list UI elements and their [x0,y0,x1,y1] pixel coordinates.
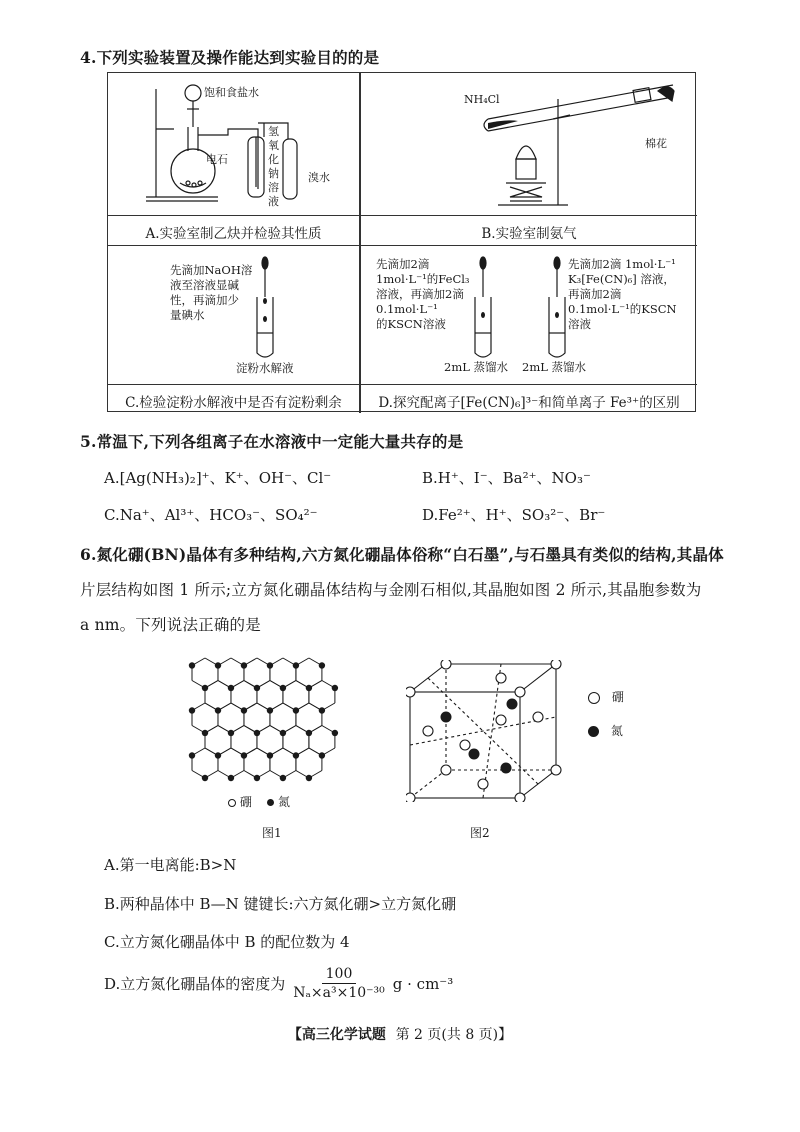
nitrogen-atom [319,752,325,758]
fig1-caption: 图1 [262,826,282,840]
d-left-tube-diagram [468,253,498,363]
d-right-instructions: 先滴加2滴 1mol·L⁻¹ K₃[Fe(CN)₆] 溶液， 再滴加2滴 0.1mol·L⁻¹的KSCN 溶液 [568,257,677,331]
nitrogen-atom [280,685,286,691]
boron-legend-icon [228,799,236,807]
d-left-instructions: 先滴加2滴 1mol·L⁻¹的FeCl₃ 溶液，再滴加2滴 0.1mol·L⁻¹ 的KSCN溶液 [376,257,470,331]
q5-option-a: A.[Ag(NH₃)₂]⁺、K⁺、OH⁻、Cl⁻ [104,469,332,487]
experiment-table [107,72,696,412]
c-dropper-tube-diagram [250,253,280,363]
table-divider-row3 [108,384,697,385]
label-bromine-water: 溴水 [308,171,330,184]
q6-option-b: B.两种晶体中 B—N 键键长:六方氮化硼>立方氮化硼 [104,895,457,913]
nitrogen-atom [228,685,234,691]
nitrogen-atom [319,662,325,668]
q5-title: 5.常温下,下列各组离子在水溶液中一定能大量共存的是 [80,432,464,451]
nitrogen-atom [254,685,260,691]
nitrogen-legend-icon [267,799,274,806]
label-naoh-solution: 氢 氧 化 钠 溶 液 [268,125,279,208]
nitrogen-atom [254,775,260,781]
boron-legend-icon [588,692,600,704]
nitrogen-atom [267,752,273,758]
q6-option-a: A.第一电离能:B>N [104,856,237,874]
c-instructions: 先滴加NaOH溶 液至溶液显碱 性，再滴加少 量碘水 [170,263,253,322]
nitrogen-atom [267,707,273,713]
caption-a: A.实验室制乙炔并检验其性质 [145,226,322,242]
nitrogen-atom [189,752,195,758]
table-divider-row1 [108,215,697,216]
nitrogen-atom [293,707,299,713]
nitrogen-atom [228,730,234,736]
q6-line-3: a nm。下列说法正确的是 [80,616,261,634]
nitrogen-atom [267,662,273,668]
fig2-legend-nitrogen: 氮 [588,722,623,739]
label-saturated-brine: 饱和食盐水 [204,86,259,99]
page-footer: 【高三化学试题 第 2 页(共 8 页)】 [287,1027,513,1043]
fig2-caption: 图2 [470,826,490,840]
density-fraction: $\frac{100}{\text{Nₐ×a³×10⁻³⁰}}$ [293,966,385,1001]
fig2-legend-boron: 硼 [588,688,624,705]
fig1-legend: 硼 氮 [228,793,290,810]
q6-option-c: C.立方氮化硼晶体中 B 的配位数为 4 [104,933,350,951]
nitrogen-atom [280,775,286,781]
q4-title: 4.下列实验装置及操作能达到实验目的的是 [80,48,380,67]
q6-line-2: 片层结构如图 1 所示;立方氮化硼晶体结构与金刚石相似,其晶胞如图 2 所示,其晶胞参数为 [80,581,702,599]
q5-option-b: B.H⁺、I⁻、Ba²⁺、NO₃⁻ [422,469,591,487]
nitrogen-atom [280,730,286,736]
caption-c: C.检验淀粉水解液中是否有淀粉剩余 [125,395,342,411]
label-left-distilled-water: 2mL 蒸馏水 [444,360,509,374]
nitrogen-atom [202,730,208,736]
nitrogen-atom [319,707,325,713]
q6-line-1: 6.氮化硼(BN)晶体有多种结构,六方氮化硼晶体俗称“白石墨”,与石墨具有类似的结构,其晶体 [80,545,724,564]
label-cotton: 棉花 [645,137,667,150]
nitrogen-atom [202,775,208,781]
q6-option-d: D.立方氮化硼晶体的密度为 $\frac{100}{\text{Nₐ×a³×10⁻³⁰}}$ g · cm⁻³ [104,966,454,1001]
nitrogen-atom [202,685,208,691]
q5-option-c: C.Na⁺、Al³⁺、HCO₃⁻、SO₄²⁻ [104,506,318,524]
caption-d: D.探究配离子[Fe(CN)₆]³⁻和简单离子 Fe³⁺的区别 [378,395,680,411]
nitrogen-atom [293,662,299,668]
table-divider-row2 [108,245,697,246]
nitrogen-atom [332,685,338,691]
nitrogen-atom [228,775,234,781]
nitrogen-atom [215,662,221,668]
nitrogen-legend-icon [588,726,599,737]
nitrogen-atom [306,730,312,736]
label-nh4cl: NH₄Cl [464,93,500,106]
nitrogen-atom [215,707,221,713]
nitrogen-atom [306,685,312,691]
nitrogen-atom [332,730,338,736]
table-divider-vertical [359,73,361,413]
nitrogen-atom [254,730,260,736]
figure-2-cubic-bn-unit-cell-diagram [406,660,576,802]
nitrogen-atom [189,707,195,713]
nitrogen-atom [215,752,221,758]
nitrogen-atom [241,752,247,758]
label-starch-hydrolysate: 淀粉水解液 [236,361,294,375]
label-calcium-carbide: 电石 [206,153,228,166]
d-right-tube-diagram [542,253,572,363]
nitrogen-atom [241,707,247,713]
nitrogen-atom [241,662,247,668]
label-right-distilled-water: 2mL 蒸馏水 [522,360,587,374]
caption-b: B.实验室制氨气 [481,226,577,242]
figure-1-hexagonal-bn-diagram [180,642,350,802]
q5-option-d: D.Fe²⁺、H⁺、SO₃²⁻、Br⁻ [422,506,606,524]
nitrogen-atom [189,662,195,668]
nitrogen-atom [306,775,312,781]
nitrogen-atom [293,752,299,758]
